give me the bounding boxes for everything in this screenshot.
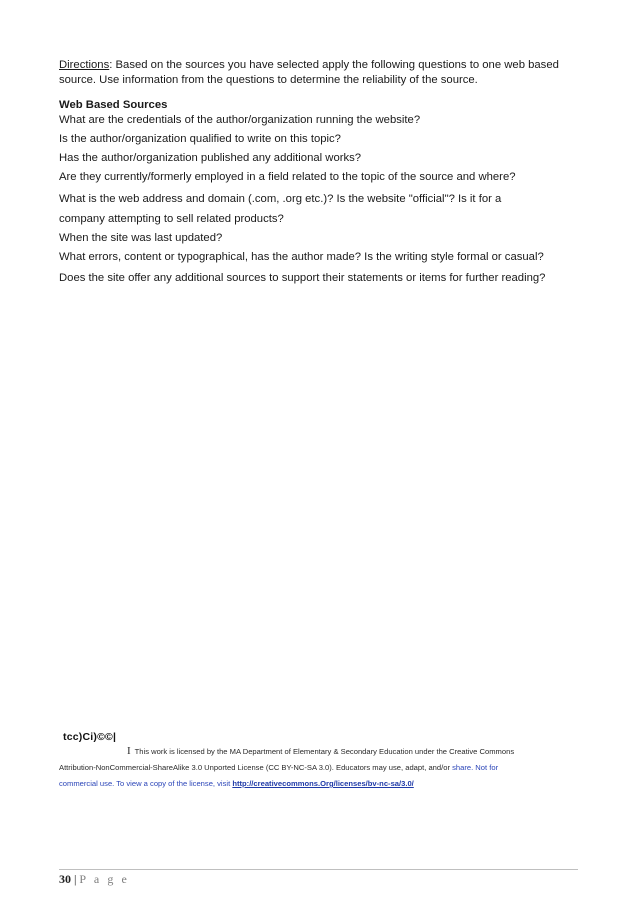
- question-published: Has the author/organization published any additional works?: [59, 152, 362, 164]
- footer-separator: |: [74, 872, 77, 886]
- directions-paragraph: [59, 58, 559, 88]
- question-web-address: What is the web address and domain (.com, .org etc.)? Is the website "official"? Is it for a company attempting to sell related products?: [59, 193, 502, 225]
- license-text-3: commercial use. To view a copy of the license, visit: [59, 779, 233, 788]
- license-bar: I: [127, 745, 131, 757]
- license-line-1: [127, 744, 514, 759]
- page-number: 30: [59, 872, 71, 886]
- question-additional-sources: Does the site offer any additional sources to support their statements or items for further reading?: [59, 272, 546, 284]
- directions-text: : Based on the sources you have selected apply the following questions to one web based source. Use information from the questions to determine the reliability of the source.: [59, 59, 559, 86]
- directions-label: Directions: [59, 59, 110, 71]
- footer-divider: [59, 869, 578, 870]
- question-qualified: Is the author/organization qualified to write on this topic?: [59, 133, 341, 145]
- license-line-2: [59, 760, 498, 775]
- main-content: [59, 58, 559, 290]
- page-footer: [59, 872, 130, 887]
- license-text-2: Attribution-NonCommercial-ShareAlike 3.0 Unported License (CC BY-NC-SA 3.0). Educators may use, adapt, and/or: [59, 763, 453, 772]
- question-errors: What errors, content or typographical, has the author made? Is the writing style formal or casual?: [59, 251, 544, 263]
- license-line-3: [59, 776, 414, 791]
- license-link[interactable]: http://creativecommons.Org/licenses/bv-nc-sa/3.0/: [232, 779, 414, 788]
- question-last-updated: When the site was last updated?: [59, 232, 223, 244]
- creative-commons-logo: tcc)Ci)©©|: [63, 731, 117, 743]
- question-credentials: What are the credentials of the author/organization running the website?: [59, 114, 421, 126]
- question-employed: Are they currently/formerly employed in a field related to the topic of the source and where?: [59, 171, 516, 183]
- license-text-2-blue: share. Not for: [452, 763, 499, 772]
- page-word: P a g e: [79, 872, 130, 886]
- section-title: Web Based Sources: [59, 99, 168, 111]
- license-text-1: This work is licensed by the MA Department of Elementary & Secondary Education under the Creative Commons: [134, 747, 515, 756]
